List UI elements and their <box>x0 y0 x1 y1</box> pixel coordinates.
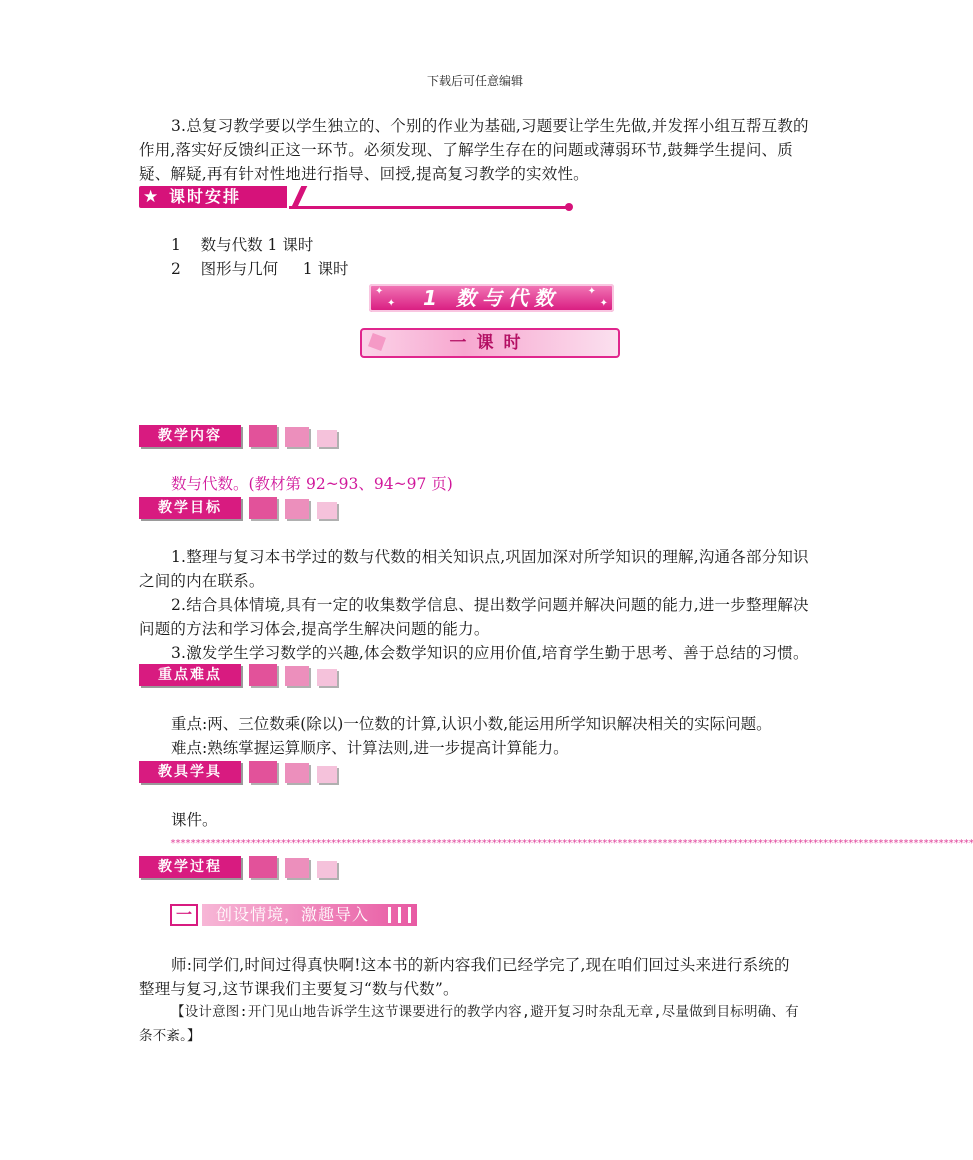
difficulty-text: 难点:熟练掌握运算顺序、计算法则,进一步提高计算能力。 <box>171 739 569 757</box>
goal-item: 3.激发学生学习数学的兴趣,体会数学知识的应用价值,培育学生勤于思考、善于总结的习惯。 <box>171 644 809 662</box>
step-number: 一 <box>170 904 198 926</box>
sparkle-icon: ✦ <box>375 286 384 297</box>
design-intent: 【设计意图:开门见山地告诉学生这节课要进行的教学内容,避开复习时杂乱无章,尽量做到目标明确、有条不紊。】 <box>139 1004 799 1044</box>
intro-paragraph: 3.总复习教学要以学生独立的、个别的作业为基础,习题要让学生先做,并发挥小组互帮互教的作用,落实好反馈纠正这一环节。必须发现、了解学生存在的问题或薄弱环节,鼓舞学生提问、质疑、解疑,再有针对性地进行指导、回授,提高复习教学的实效性。 <box>139 117 809 183</box>
sparkle-icon: ✦ <box>387 298 396 309</box>
star-divider: **************************************************************************************************************************************************************** <box>170 838 973 849</box>
page-header: 下载后可任意编辑 <box>426 74 523 88</box>
divider <box>289 206 569 209</box>
goal-item: 2.结合具体情境,具有一定的收集数学信息、提出数学问题并解决问题的能力,进一步整理解决问题的方法和学习体会,提高学生解决问题的能力。 <box>139 596 809 638</box>
sparkle-icon: ✦ <box>587 286 596 297</box>
tools-text: 课件。 <box>171 811 218 829</box>
cube-icon <box>368 333 386 351</box>
schedule-title: 课时安排 <box>169 187 242 206</box>
schedule-banner <box>139 186 439 214</box>
unit-title: ✦ ✦ 1 数与代数 ✦ ✦ <box>369 284 614 312</box>
schedule-item: 1 数与代数 1 课时 <box>171 236 314 254</box>
sparkle-icon: ✦ <box>599 298 608 309</box>
teacher-speech: 师:同学们,时间过得真快啊!这本书的新内容我们已经学完了,现在咱们回过头来进行系统的整理与复习,这节课我们主要复习“数与代数”。 <box>139 956 790 998</box>
schedule-item: 2 图形与几何 1 课时 <box>171 260 349 278</box>
content-text: 数与代数。(教材第 92~93、94~97 页) <box>171 475 453 493</box>
lesson-title: 一课时 <box>360 328 620 358</box>
star-icon: ★ <box>143 187 159 207</box>
step-title: 创设情境，激趣导入 <box>216 905 370 924</box>
focus-text: 重点:两、三位数乘(除以)一位数的计算,认识小数,能运用所学知识解决相关的实际问题。 <box>171 715 772 733</box>
step-header <box>170 904 420 928</box>
goal-item: 1.整理与复习本书学过的数与代数的相关知识点,巩固加深对所学知识的理解,沟通各部分知识之间的内在联系。 <box>139 548 809 590</box>
